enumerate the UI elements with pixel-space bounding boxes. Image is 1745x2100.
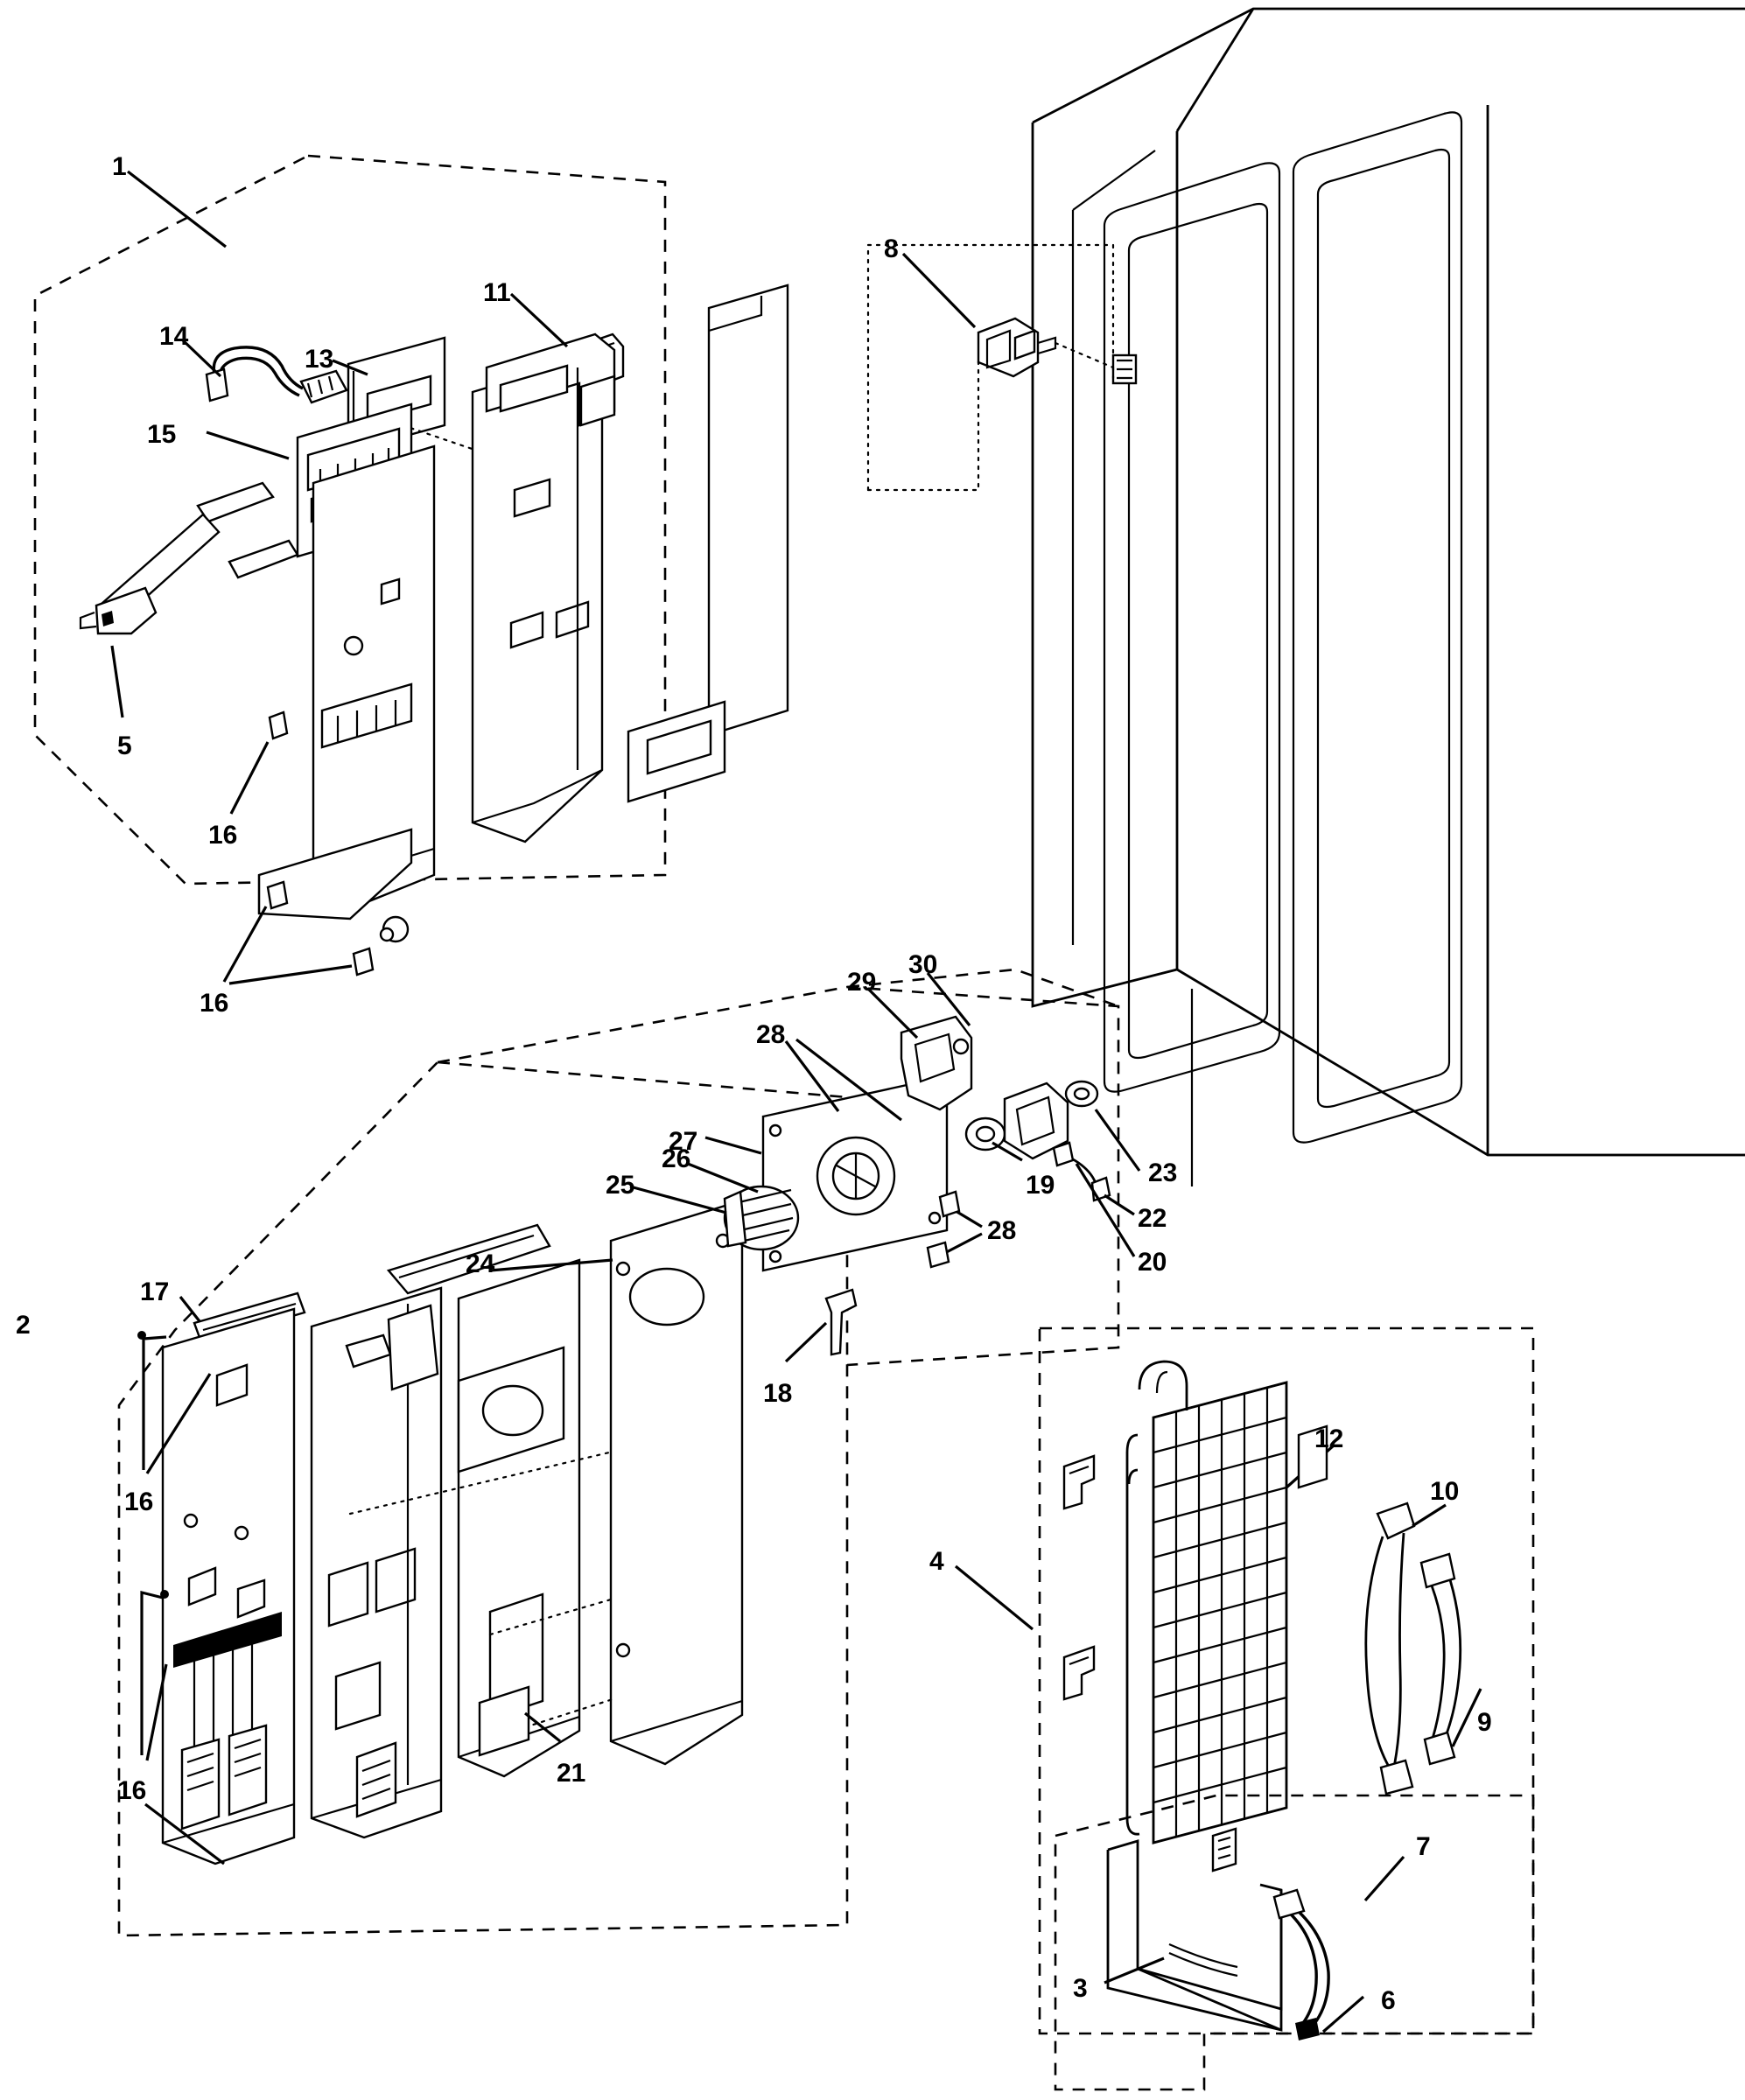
callout-14: 14 — [159, 322, 189, 351]
callout-30: 30 — [908, 950, 938, 979]
callout-6: 6 — [1381, 1986, 1396, 2015]
callout-17: 17 — [140, 1278, 170, 1306]
callout-1: 1 — [112, 152, 127, 181]
part-8-door-switch — [868, 245, 1113, 490]
callout-7: 7 — [1416, 1832, 1431, 1861]
callout-13: 13 — [305, 345, 334, 374]
callout-29: 29 — [847, 968, 877, 997]
lead-1 — [128, 172, 226, 247]
callout-18: 18 — [763, 1379, 793, 1408]
part-3-drain-tray — [1104, 1829, 1281, 2030]
callout-5: 5 — [117, 732, 132, 760]
callout-11: 11 — [483, 278, 511, 307]
callout-15: 15 — [147, 420, 177, 449]
callout-3: 3 — [1073, 1974, 1088, 2003]
callout-8: 8 — [884, 234, 899, 263]
lead-5 — [112, 646, 123, 718]
lead-8 — [903, 254, 975, 327]
part-10-9-wires — [1366, 1503, 1481, 1794]
callout-25: 25 — [606, 1171, 635, 1200]
part-1-dispenser-panel — [259, 446, 434, 942]
refrigerator-cabinet — [1033, 9, 1745, 1186]
part-18-screw — [786, 1290, 856, 1362]
part-5-dispenser-lever — [81, 483, 298, 634]
lead-7 — [1365, 1857, 1404, 1900]
callout-27: 27 — [669, 1127, 698, 1156]
callout-12: 12 — [1314, 1424, 1344, 1453]
callout-22: 22 — [1138, 1204, 1167, 1233]
callout-2: 2 — [16, 1311, 31, 1340]
callout-21: 21 — [557, 1759, 586, 1788]
callout-26: 26 — [662, 1144, 691, 1173]
part-1-mid-panel — [473, 334, 614, 842]
callout-20: 20 — [1138, 1248, 1167, 1277]
callout-19: 19 — [1026, 1171, 1055, 1200]
part-6-heater-wire — [1274, 1890, 1363, 2040]
callout-28-b: 28 — [987, 1216, 1017, 1245]
callout-10: 10 — [1430, 1477, 1460, 1506]
callout-16-c: 16 — [124, 1488, 154, 1516]
callout-28-a: 28 — [756, 1020, 786, 1049]
part-29-30-bracket — [868, 973, 971, 1110]
callout-24: 24 — [466, 1250, 495, 1278]
part-1-door-liner — [628, 285, 788, 802]
callout-16-b: 16 — [200, 989, 229, 1018]
group-7-boundary — [1055, 1796, 1533, 2090]
lead-11 — [511, 294, 567, 346]
callout-23: 23 — [1148, 1158, 1178, 1187]
callout-4: 4 — [929, 1547, 944, 1576]
callout-9: 9 — [1477, 1708, 1492, 1737]
lead-4 — [956, 1566, 1033, 1629]
callout-16-a: 16 — [208, 821, 238, 850]
callout-16-d: 16 — [117, 1776, 147, 1805]
part-2-left-rail — [163, 1309, 294, 1864]
